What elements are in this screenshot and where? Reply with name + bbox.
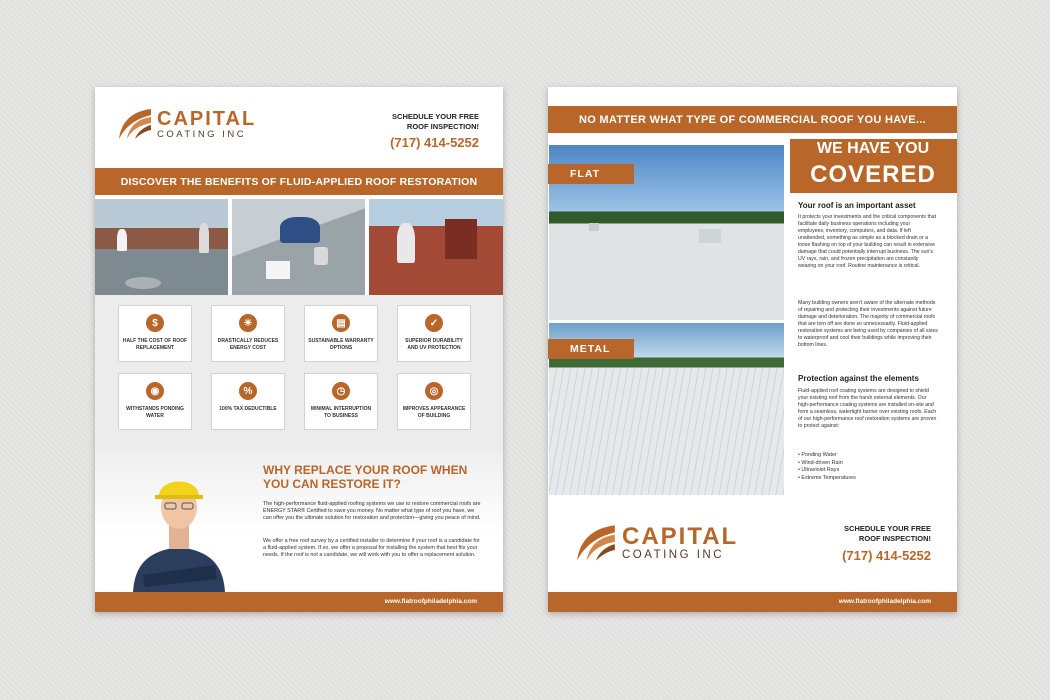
flat-roof-tag: FLAT	[548, 164, 634, 184]
photo-roof-workers-building	[95, 199, 228, 295]
roof-vent	[125, 277, 161, 289]
photo-metal-roof-spraying	[369, 199, 503, 295]
why-paragraph-2: We offer a free roof survey by a certified installer to determine if your roof is a candidate for a fluid-applied system. If so, we offer a proposal for installing the system that best fits your needs. If the roof is not a candidate, we will work with you to offer a replacement solution.	[263, 538, 480, 559]
document-icon: ▤	[332, 314, 350, 332]
asset-heading: Your roof is an important asset	[798, 201, 916, 210]
energy-icon: ☀	[239, 314, 257, 332]
eye-icon: ◎	[425, 382, 443, 400]
flyer-front-page	[95, 87, 503, 612]
benefit-card	[304, 373, 378, 430]
schedule-label: SCHEDULE YOUR FREE ROOF INSPECTION!	[392, 112, 479, 131]
shield-check-icon: ✓	[425, 314, 443, 332]
benefit-card	[211, 373, 285, 430]
coated-patch	[266, 261, 290, 279]
swoosh-logo-icon	[117, 107, 153, 141]
benefit-label: 100% TAX DEDUCTIBLE	[219, 406, 277, 412]
benefit-card	[211, 305, 285, 362]
benefit-card	[397, 373, 471, 430]
schedule-label: SCHEDULE YOUR FREE ROOF INSPECTION!	[844, 524, 931, 543]
owners-paragraph: Many building owners aren't aware of the alternate methods of repairing and protecting their investments against future damage and deterioration. The majority of commercial roofs that are torn off are done so unnecessarily. Fluid-applied restoration systems are being used by companies of all sizes to waterproof and cool their buildings while improving their bottom lines.	[798, 300, 938, 348]
roof-type-banner-title: NO MATTER WHAT TYPE OF COMMERCIAL ROOF YOU HAVE...	[578, 113, 927, 126]
list-item: • Ponding Water	[798, 452, 856, 460]
water-drop-icon: ◉	[146, 382, 164, 400]
photo-worker-applying-coating	[232, 199, 365, 295]
back-footer	[548, 592, 957, 612]
swoosh-logo-icon	[574, 523, 618, 563]
list-item: • Ultraviolet Rays	[798, 467, 856, 475]
roof-type-banner	[548, 106, 957, 133]
benefit-card	[118, 305, 192, 362]
benefits-banner-title: DISCOVER THE BENEFITS OF FLUID-APPLIED ROOF RESTORATION	[120, 175, 478, 188]
benefits-banner	[95, 168, 503, 195]
why-paragraph-1: The high-performance fluid-applied roofing systems we use to restore commercial roofs are ENERGY STAR® Certified to save you money. No matter what type of roof you have, we can offer you the ultimate solution for restoration and protection—giving you peace of mind.	[263, 501, 481, 522]
list-item: • Wind-driven Rain	[798, 460, 856, 468]
metal-roof-tag: METAL	[548, 339, 634, 359]
benefit-label: DRASTICALLY REDUCES ENERGY COST	[217, 338, 279, 351]
protection-paragraph: Fluid-applied roof coating systems are designed to shield your existing roof from the harsh external elements. Our high-performance coating systems are installed on-site and form a seamless, watertight barrier over existing roofs. Each of our high-performance roof restoration systems are proven to protect against:	[798, 388, 937, 429]
schedule-callout	[390, 112, 479, 150]
dollar-icon: $	[146, 314, 164, 332]
schedule-callout	[842, 524, 931, 563]
benefits-grid	[95, 295, 503, 451]
paint-bucket	[314, 247, 328, 265]
benefit-card	[304, 305, 378, 362]
benefit-label: SUPERIOR DURABILITY AND UV PROTECTION	[405, 338, 463, 351]
covered-line-2: COVERED	[810, 161, 936, 188]
benefit-label: SUSTAINABLE WARRANTY OPTIONS	[308, 338, 374, 351]
asset-paragraph: It protects your investments and the critical components that facilitate daily business operations including your employees, inventory, computers, and data. If left unattended, something as simple as a blocked drain or a loose flashing on top of your building can result in extensive damage that could potentially interrupt business. The sun's UV rays, rain, and frozen precipitation are constantly wearing on your roof. Routine maintenance is critical.	[798, 214, 937, 269]
phone-number[interactable]: (717) 414-5252	[390, 135, 479, 150]
benefit-card	[397, 305, 471, 362]
covered-line-1: WE HAVE YOU	[816, 140, 930, 157]
front-footer	[95, 592, 503, 612]
clock-icon: ◷	[332, 382, 350, 400]
phone-number[interactable]: (717) 414-5252	[842, 548, 931, 563]
roof-equipment	[445, 219, 477, 259]
protection-list	[798, 452, 856, 482]
why-replace-heading: WHY REPLACE YOUR ROOF WHEN YOU CAN RESTORE IT?	[263, 463, 468, 491]
roof-unit	[699, 229, 721, 243]
protection-heading: Protection against the elements	[798, 374, 919, 383]
construction-worker-image	[125, 455, 233, 592]
flyer-back-page	[548, 87, 957, 612]
percent-icon: %	[239, 382, 257, 400]
logo-name-line2: COATING INC	[157, 128, 247, 140]
worker-figure	[199, 223, 209, 253]
website-link[interactable]: www.flatroofphiladelphia.com	[384, 598, 477, 605]
company-logo	[117, 107, 256, 141]
worker-figure	[280, 217, 320, 243]
company-logo	[574, 523, 738, 563]
logo-name-line1: CAPITAL	[157, 107, 257, 130]
logo-name-line2: COATING INC	[622, 548, 725, 561]
benefit-card	[118, 373, 192, 430]
benefit-label: IMPROVES APPEARANCE OF BUILDING	[402, 406, 466, 419]
benefit-label: HALF THE COST OF ROOF REPLACEMENT	[122, 338, 188, 351]
worker-figure	[397, 223, 415, 263]
list-item: • Extreme Temperatures	[798, 475, 856, 483]
roof-unit	[589, 223, 599, 231]
benefit-label: WITHSTANDS PONDING WATER	[126, 406, 184, 419]
logo-name-line1: CAPITAL	[622, 522, 739, 550]
worker-figure	[117, 229, 127, 251]
benefit-label: MINIMAL INTERRUPTION TO BUSINESS	[310, 406, 372, 419]
website-link[interactable]: www.flatroofphiladelphia.com	[838, 598, 931, 605]
